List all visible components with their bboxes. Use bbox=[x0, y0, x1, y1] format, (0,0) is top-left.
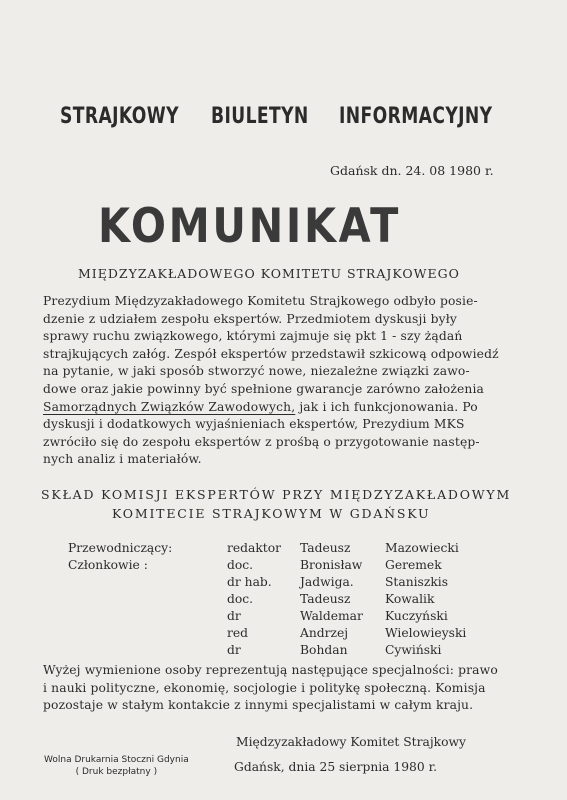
member-last-name: Wielowieyski bbox=[385, 626, 467, 640]
member-first-name: Waldemar bbox=[300, 609, 363, 623]
paragraph-line: strajkujących załóg. Zespół ekspertów przedstawił szkicową odpowiedź bbox=[43, 346, 499, 361]
page-title: KOMUNIKAT bbox=[98, 199, 401, 254]
paragraph-line: na pytanie, w jaki sposób stworzyć nowe, niezależne związki zawo- bbox=[43, 364, 470, 379]
member-first-name: Bronisław bbox=[300, 558, 363, 572]
header-word-biuletyn: BIULETYN bbox=[211, 104, 309, 129]
paragraph-line: dyskusji i dodatkowych wyjaśnieniach ekspertów, Prezydium MKS bbox=[43, 417, 465, 432]
paragraph-line: i nauki polityczne, ekonomię, socjologie i politykę społeczną. Komisja bbox=[43, 680, 486, 695]
header-word-informacyjny: INFORMACYJNY bbox=[339, 104, 493, 129]
paragraph-line-rest: jak i ich funkcjonowania. Po bbox=[295, 399, 478, 414]
specialties-paragraph bbox=[43, 662, 498, 715]
member-first-name: Andrzej bbox=[300, 626, 349, 640]
paragraph-line: zwróciło się do zespołu ekspertów z prośbą o przygotowanie następ- bbox=[43, 434, 480, 449]
paragraph-line-underlined bbox=[43, 399, 499, 417]
paragraph-line: pozostaje w stałym kontakcie z innymi specjalistami w całym kraju. bbox=[43, 698, 474, 713]
member-title: dr bbox=[227, 643, 241, 657]
member-first-name: Jadwiga. bbox=[300, 575, 354, 589]
member-last-name: Kowalik bbox=[385, 592, 435, 606]
role-chair-label: Przewodniczący: bbox=[68, 541, 173, 555]
subtitle: MIĘDZYZAKŁADOWEGO KOMITETU STRAJKOWEGO bbox=[78, 266, 460, 281]
paragraph-line: nych analiz i materiałów. bbox=[43, 452, 202, 467]
member-last-name: Kuczyński bbox=[385, 609, 448, 623]
committee-title-line-1: SKŁAD KOMISJI EKSPERTÓW PRZY MIĘDZYZAKŁADOWYM bbox=[41, 487, 512, 502]
member-first-name: Bohdan bbox=[300, 643, 348, 657]
member-title: red bbox=[227, 626, 249, 640]
member-last-name: Staniszkis bbox=[385, 575, 449, 589]
member-title: dr bbox=[227, 609, 241, 623]
paragraph-line: Wyżej wymienione osoby reprezentują następujące specjalności: prawo bbox=[43, 663, 498, 677]
member-first-name: Tadeusz bbox=[300, 541, 351, 555]
member-last-name: Mazowiecki bbox=[385, 541, 459, 555]
footer-organization: Międzyzakładowy Komitet Strajkowy bbox=[236, 735, 466, 749]
paragraph-line: Prezydium Międzyzakładowego Komitetu Strajkowego odbyło posie- bbox=[43, 294, 478, 308]
underlined-phrase: Samorządnych Związków Zawodowych, bbox=[43, 399, 296, 414]
date-line: Gdańsk dn. 24. 08 1980 r. bbox=[330, 163, 494, 178]
committee-title-line-2: KOMITECIE STRAJKOWYM W GDAŃSKU bbox=[112, 506, 431, 521]
member-first-name: Tadeusz bbox=[300, 592, 351, 606]
announcement-paragraph bbox=[43, 293, 499, 469]
member-title: redaktor bbox=[227, 541, 282, 555]
paragraph-line: sprawy ruchu związkowego, którymi zajmuje się pkt 1 - szy żądań bbox=[43, 329, 463, 344]
header-word-strajkowy: STRAJKOWY bbox=[60, 104, 179, 129]
printer-note: ( Druk bezpłatny ) bbox=[75, 767, 158, 777]
paragraph-line: dowe oraz jakie powinny być spełnione gwarancje zarówno założenia bbox=[43, 381, 485, 396]
printer-credit bbox=[44, 754, 189, 778]
member-last-name: Geremek bbox=[385, 558, 442, 572]
printer-name: Wolna Drukarnia Stoczni Gdynia bbox=[44, 755, 189, 765]
role-members-label: Członkowie : bbox=[68, 558, 148, 572]
paragraph-line: dzenie z udziałem zespołu ekspertów. Przedmiotem dyskusji były bbox=[43, 311, 457, 326]
footer-place-date: Gdańsk, dnia 25 sierpnia 1980 r. bbox=[234, 760, 438, 774]
member-title: dr hab. bbox=[227, 575, 272, 589]
member-title: doc. bbox=[227, 558, 254, 572]
member-title: doc. bbox=[227, 592, 254, 606]
member-last-name: Cywiński bbox=[385, 643, 442, 657]
